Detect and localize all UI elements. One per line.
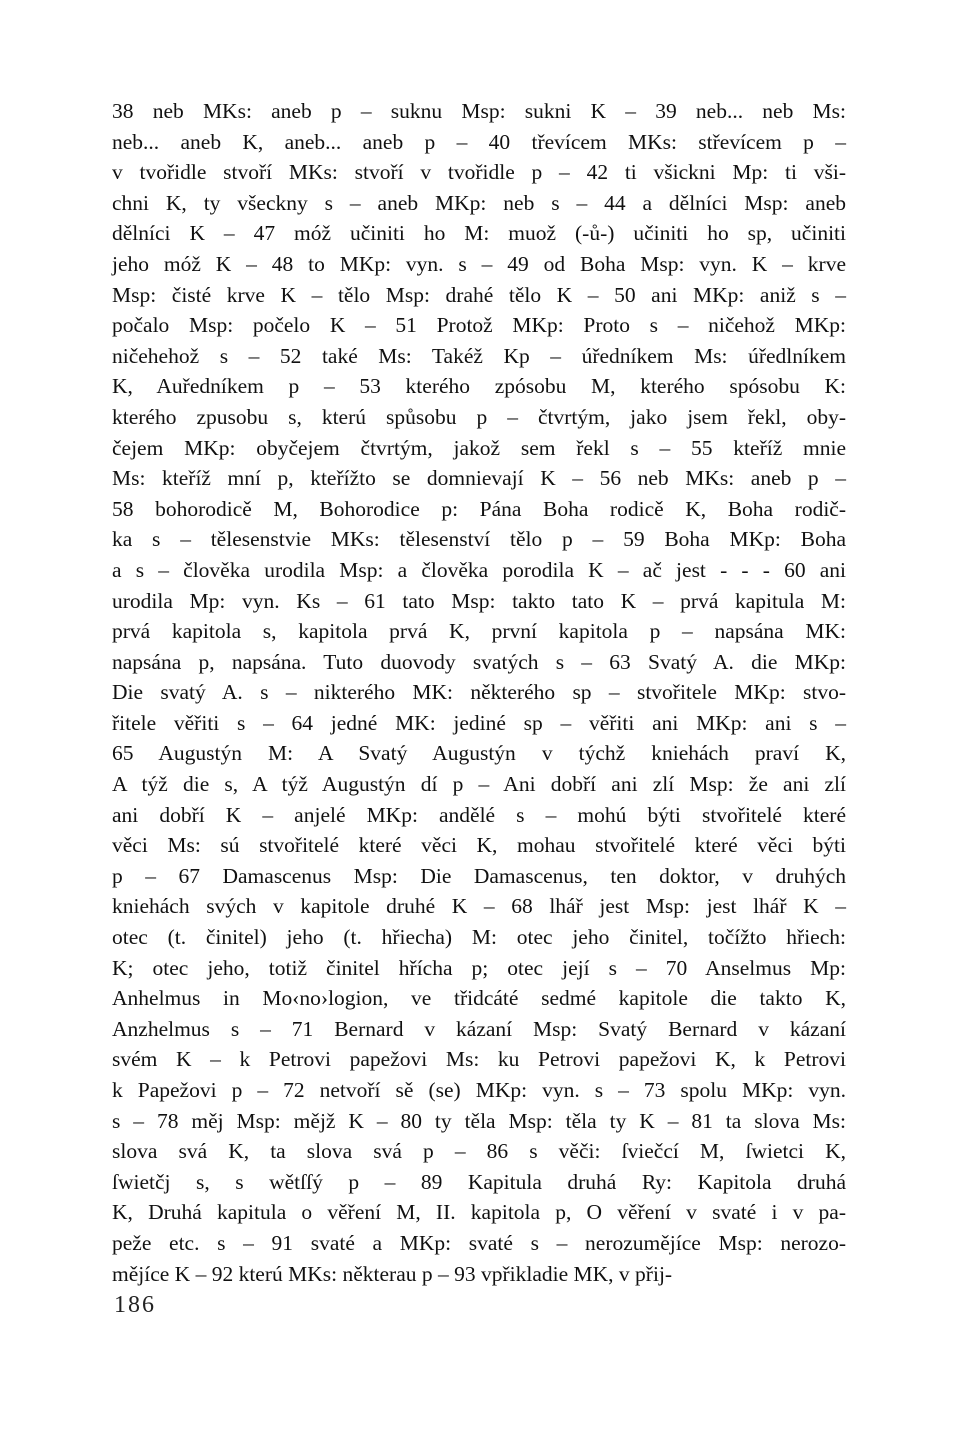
text-line: mějíce K – 92 kterú MKs: některau p – 93 vpřikladie MK, v přij- (112, 1261, 673, 1286)
text-line: chni K, ty všeckny s – aneb MKp: neb s – 44 a dělníci Msp: aneb (112, 190, 846, 215)
text-line: slova svá K, ta slova svá p – 86 s věči: ſviečcí M, ſwietci K, (112, 1139, 846, 1164)
text-line: čejem MKp: obyčejem čtvrtým, jakož sem řekl s – 55 kteříž mnie (112, 435, 846, 460)
text-line: 58 bohorodicě M, Bohorodice p: Pána Boha rodicě K, Boha rodič- (112, 496, 846, 521)
text-line: dělníci K – 47 móž učiniti ho M: muož (-ů-) učiniti ho sp, učiniti (112, 221, 846, 246)
text-line: 38 neb MKs: aneb p – suknu Msp: sukni K – 39 neb... neb Ms: (112, 99, 846, 123)
text-line: otec (t. činitel) jeho (t. hřiecha) M: otec jeho činitel, točížto hřiech: (112, 925, 846, 950)
text-line: prvá kapitola s, kapitola prvá K, první kapitola p – napsána MK: (112, 619, 846, 644)
text-line: p – 67 Damascenus Msp: Die Damascenus, ten doktor, v druhých (112, 863, 846, 888)
text-line: kniehách svých v kapitole druhé K – 68 lhář jest Msp: jest lhář K – (112, 894, 846, 919)
text-line: jeho móž K – 48 to MKp: vyn. s – 49 od Boha Msp: vyn. K – krve (112, 251, 846, 276)
text-line: Ms: kteříž mní p, kteřížto se domnievají K – 56 neb MKs: aneb p – (112, 466, 846, 491)
page-number: 186 (114, 1292, 156, 1318)
text-line: Msp: čisté krve K – tělo Msp: drahé tělo K – 50 ani MKp: aniž s – (112, 282, 846, 307)
text-line: kterého zpusobu s, kterú spůsobu p – čtvrtým, jako jsem řekl, oby- (112, 404, 846, 429)
text-line: A týž die s, A týž Augustýn dí p – Ani dobří ani zlí Msp: že ani zlí (112, 772, 846, 797)
text-line: ka s – tělesenstvie MKs: tělesenství tělo p – 59 Boha MKp: Boha (112, 527, 846, 552)
text-line: ani dobří K – anjelé MKp: andělé s – mohú býti stvořitelé které (112, 802, 846, 827)
text-line: K, Auředníkem p – 53 kterého zpósobu M, kterého spósobu K: (112, 374, 846, 399)
text-line: 65 Augustýn M: A Svatý Augustýn v týchž kniehách praví K, (112, 741, 846, 766)
text-line: v tvořidle stvoří MKs: stvoří v tvořidle p – 42 ti všickni Mp: ti vši- (112, 160, 846, 185)
text-line: K; otec jeho, totiž činitel hříchа p; otec její s – 70 Anselmus Mp: (112, 955, 846, 980)
text-line: ſwietčj s, s wětſſý p – 89 Kapitula druhá Ry: Kapitola druhá (112, 1169, 846, 1194)
text-line: a s – člověka urodila Msp: a člověka porodila K – ač jest - - - 60 ani (112, 557, 846, 582)
text-line: s – 78 měj Msp: mějž K – 80 ty těla Msp: těla ty K – 81 ta slova Ms: (112, 1108, 846, 1133)
text-line: napsána p, napsána. Tuto duovody svatých s – 63 Svatý A. die MKp: (112, 649, 846, 674)
text-line: peže etc. s – 91 svaté a MKp: svaté s – nerozumějíce Msp: nerozo- (112, 1230, 846, 1255)
text-line: počalo Msp: počelo K – 51 Protož MKp: Proto s – ničehož MKp: (112, 313, 846, 338)
text-line: svém K – k Petrovi papežovi Ms: ku Petrovi papežovi K, k Petrovi (112, 1047, 846, 1072)
text-line: řitele věřiti s – 64 jedné MK: jediné sp – věřiti ani MKp: ani s – (112, 710, 846, 735)
text-line: ničehehož s – 52 také Ms: Takéž Kp – úředníkem Ms: úředlníkem (112, 343, 846, 368)
text-line: Anzhelmus s – 71 Bernard v kázaní Msp: Svatý Bernard v kázaní (112, 1016, 846, 1041)
text-line: urodila Mp: vyn. Ks – 61 tato Msp: takto tato K – prvá kapitula M: (112, 588, 846, 613)
text-line: Die svatý A. s – nikterého MK: některého sp – stvořitele MKp: stvo- (112, 680, 846, 705)
text-line: neb... aneb K, aneb... aneb p – 40 třevícem MKs: střevícem p – (112, 129, 846, 154)
text-line: věci Ms: sú stvořitelé které věci K, mohau stvořitelé které věci býti (112, 833, 846, 858)
text-line: k Papežovi p – 72 netvoří sě (se) MKp: vyn. s – 73 spolu MKp: vyn. (112, 1078, 846, 1102)
text-line: Anhelmus in Mo‹no›logion, ve třidcáté sedmé kapitole die takto K, (112, 986, 846, 1011)
text-line: K, Druhá kapitula o věření M, II. kapitola p, O věření v svaté i v pa- (112, 1200, 846, 1225)
apparatus-text (112, 96, 846, 1289)
